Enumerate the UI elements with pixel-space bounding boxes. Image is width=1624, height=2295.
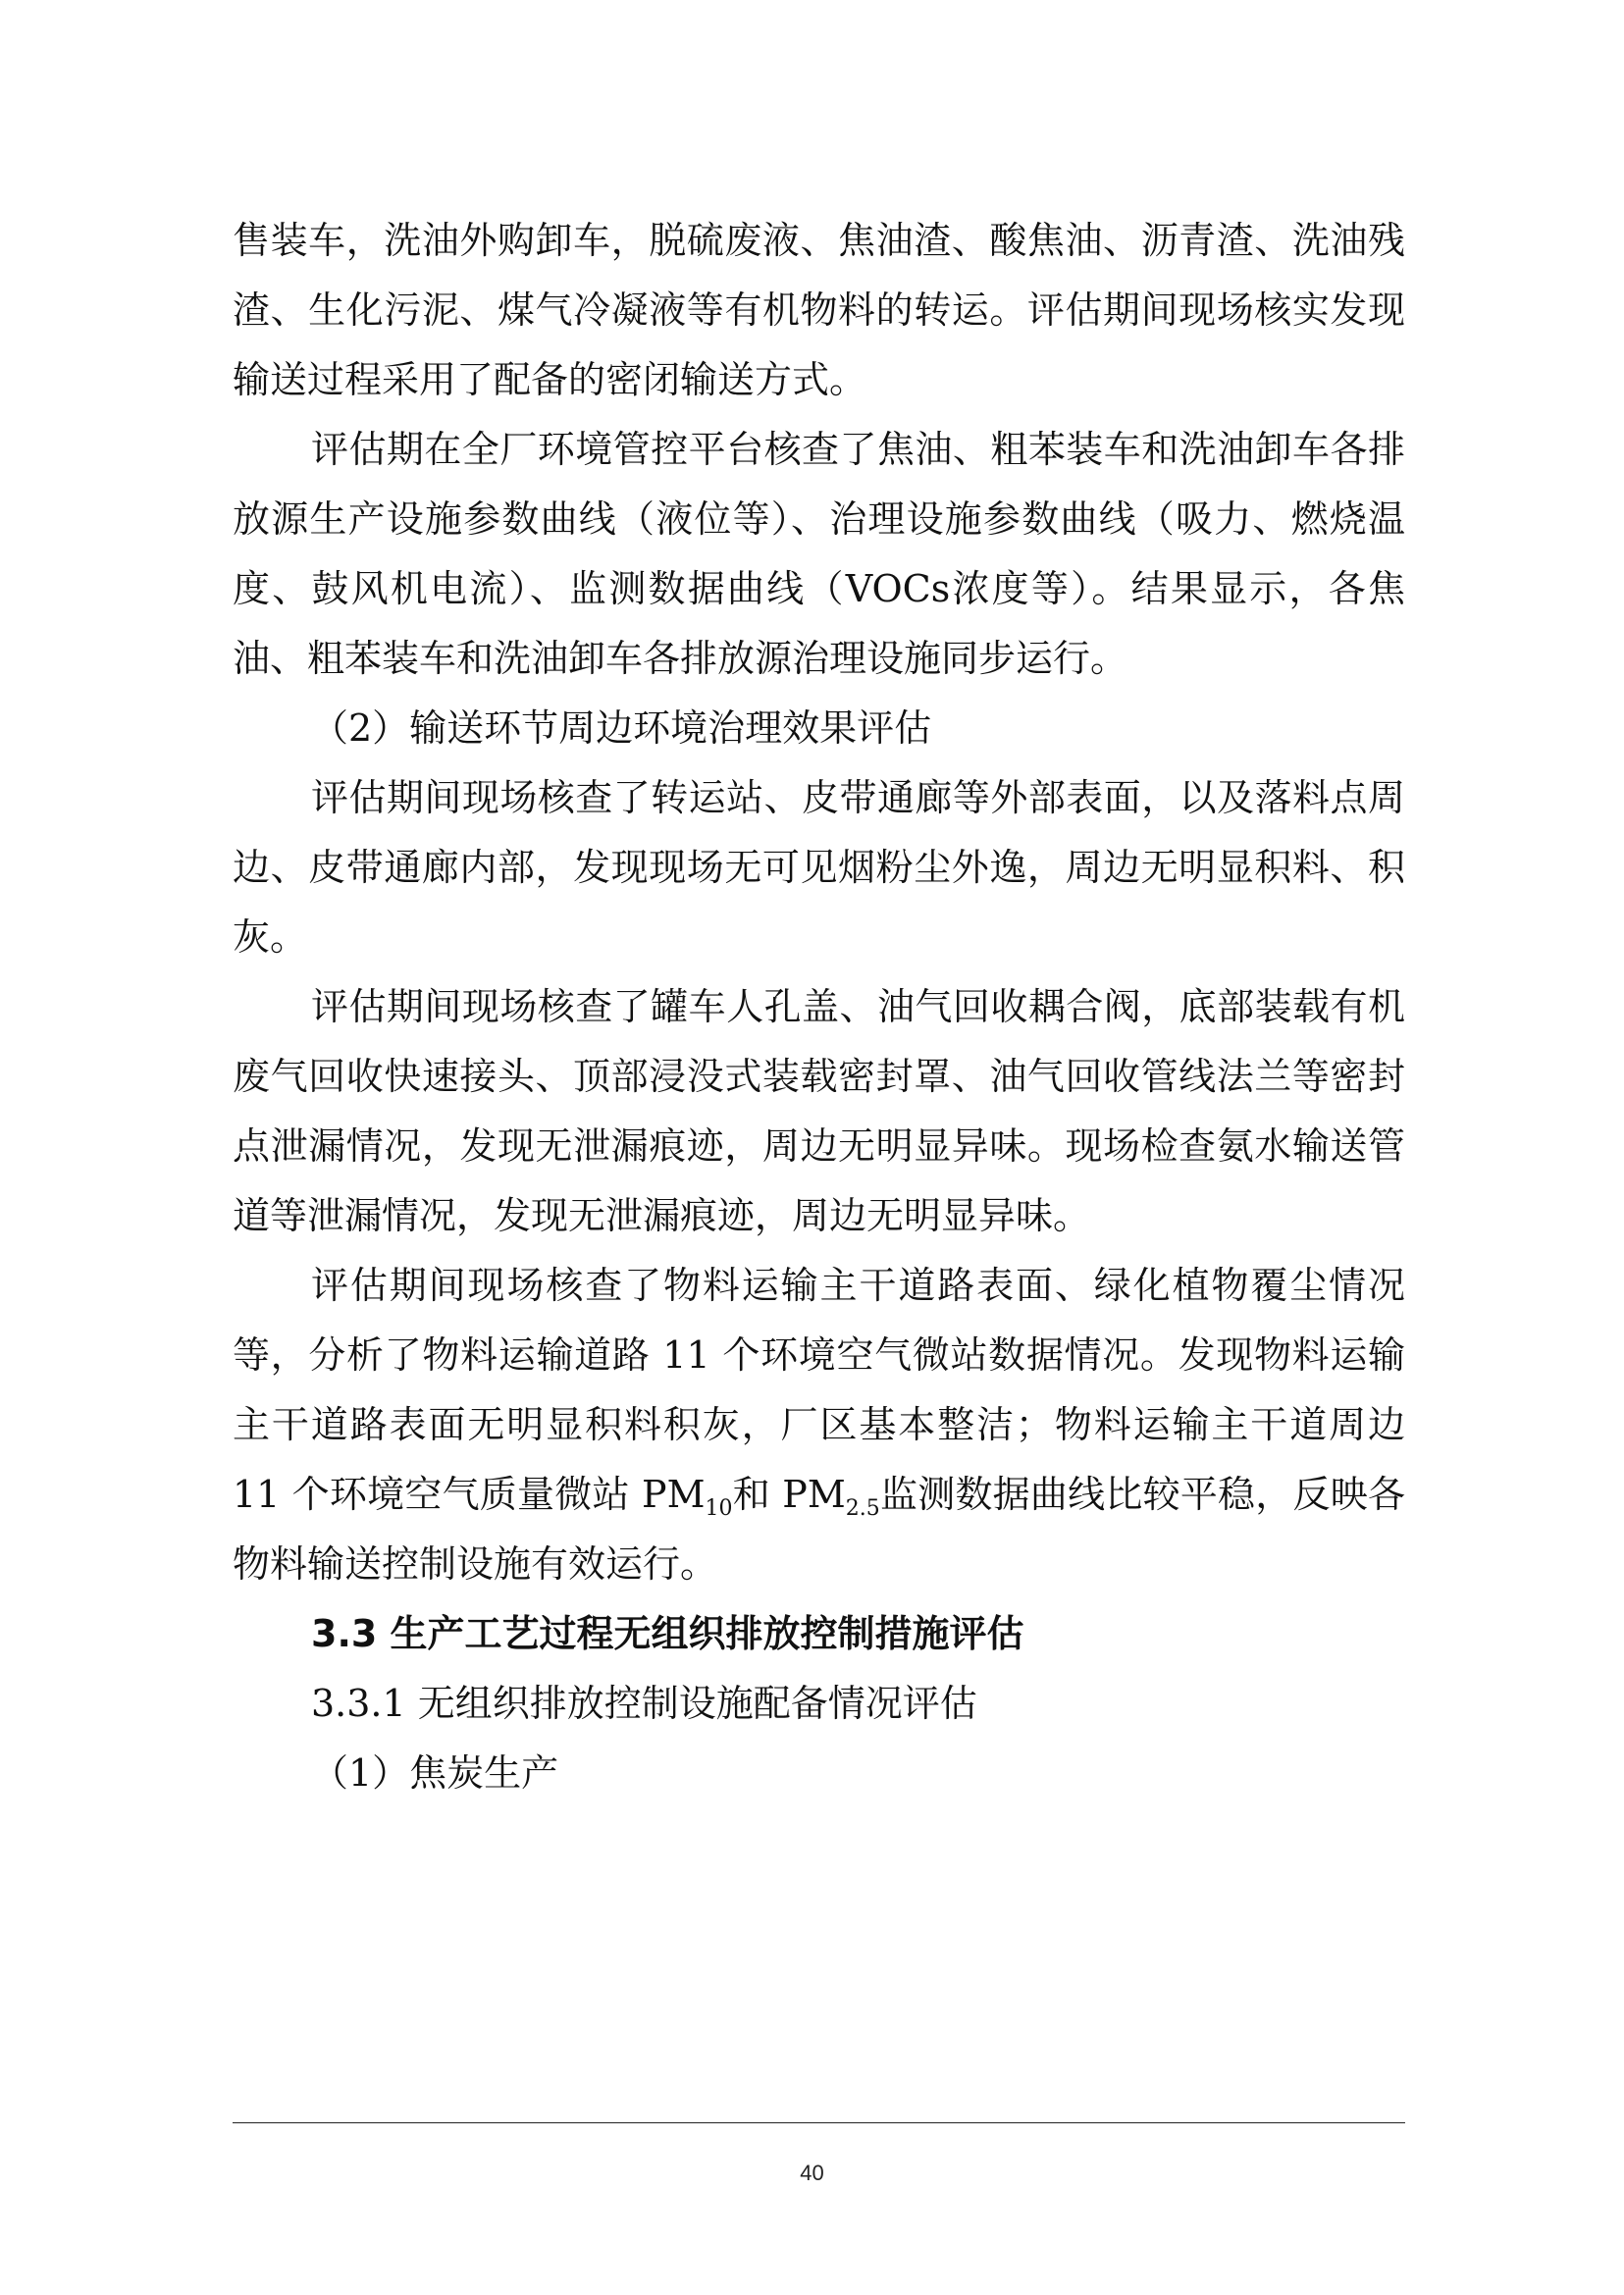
footer-divider — [233, 2122, 1405, 2123]
road-check-text-2: 和 PM — [732, 1473, 846, 1516]
page-number: 40 — [800, 2161, 824, 2185]
road-check-text-1: 评估期间现场核查了物料运输主干道路表面、绿化植物覆尘情况等，分析了物料运输道路 11 个环境空气微站数据情况。发现物料运输主干道路表面无明显积料积灰，厂区基本整洁；物料运输主干道周边 11 个环境空气质量微站 PM — [233, 1264, 1405, 1516]
document-body — [233, 206, 1405, 1808]
paragraph-continued: 售装车，洗油外购卸车，脱硫废液、焦油渣、酸焦油、沥青渣、洗油残渣、生化污泥、煤气冷凝液等有机物料的转运。评估期间现场核实发现输送过程采用了配备的密闭输送方式。 — [233, 219, 1405, 401]
paragraph-platform-check: 评估期在全厂环境管控平台核查了焦油、粗苯装车和洗油卸车各排放源生产设施参数曲线（液位等）、治理设施参数曲线（吸力、燃烧温度、鼓风机电流）、监测数据曲线（VOCs浓度等）。结果显示，各焦油、粗苯装车和洗油卸车各排放源治理设施同步运行。 — [233, 428, 1405, 680]
paragraph-subheading-2: （2）输送环节周边环境治理效果评估 — [311, 706, 932, 750]
paragraph-road-check — [233, 1251, 1405, 1599]
paragraph-transfer-check: 评估期间现场核查了转运站、皮带通廊等外部表面，以及落料点周边、皮带通廊内部，发现现场无可见烟粉尘外逸，周边无明显积料、积灰。 — [233, 776, 1405, 959]
pm10-subscript: 10 — [705, 1496, 733, 1521]
section-heading-3-3: 3.3 生产工艺过程无组织排放控制措施评估 — [311, 1612, 1024, 1655]
item-heading-coke-production: （1）焦炭生产 — [311, 1751, 559, 1795]
road-check-text-3: 监测数据曲线比较平稳，反映各物料输送控制设施有效运行。 — [233, 1473, 1405, 1586]
pm25-subscript: 2.5 — [845, 1496, 880, 1521]
paragraph-leak-check: 评估期间现场核查了罐车人孔盖、油气回收耦合阀，底部装载有机废气回收快速接头、顶部浸没式装载密封罩、油气回收管线法兰等密封点泄漏情况，发现无泄漏痕迹，周边无明显异味。现场检查氨水输送管道等泄漏情况，发现无泄漏痕迹，周边无明显异味。 — [233, 985, 1405, 1237]
subsection-heading-3-3-1: 3.3.1 无组织排放控制设施配备情况评估 — [311, 1682, 977, 1725]
